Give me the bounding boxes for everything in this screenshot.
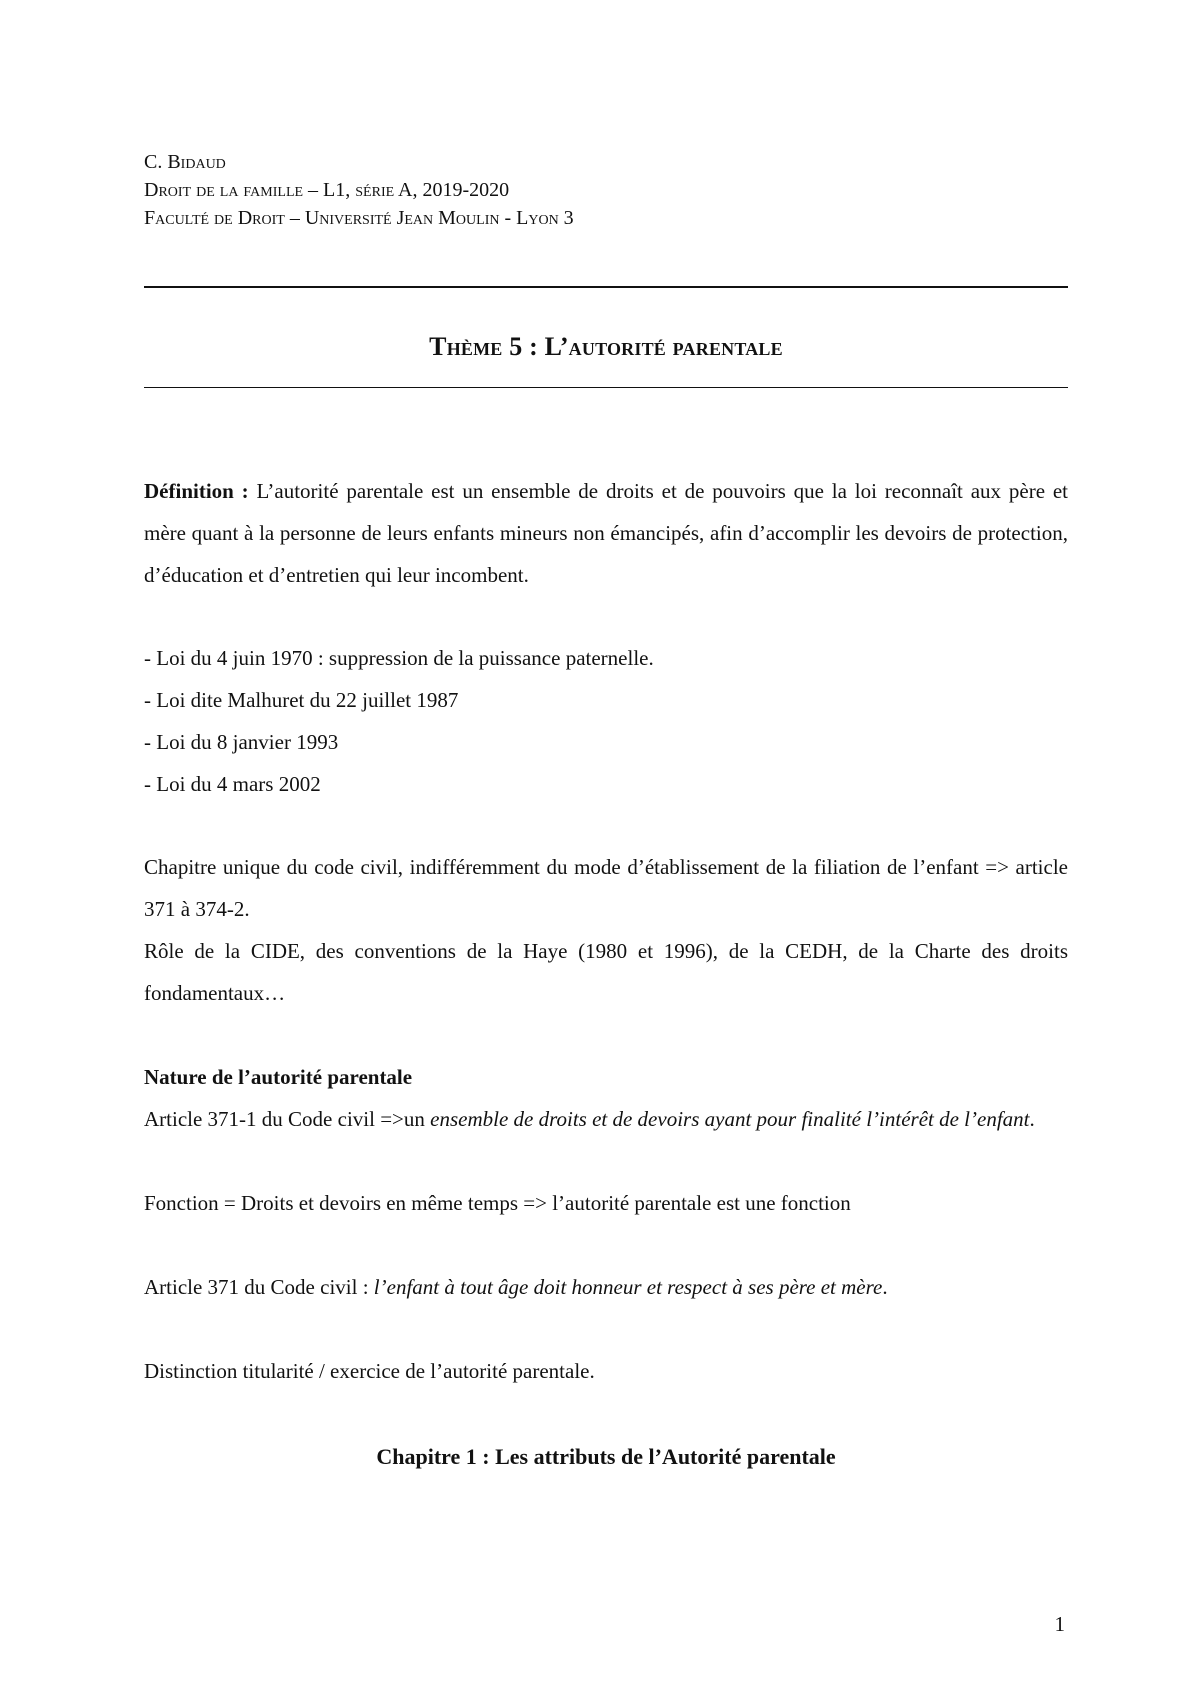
definition-paragraph — [144, 470, 1068, 596]
page-number: 1 — [1054, 1612, 1065, 1636]
article-371-prefix: Article 371 du Code civil : — [144, 1275, 374, 1299]
law-item: - Loi dite Malhuret du 22 juillet 1987 — [144, 688, 459, 712]
distinction-line: Distinction titularité / exercice de l’autorité parentale. — [144, 1359, 595, 1383]
role-paragraph: Rôle de la CIDE, des conventions de la Haye (1980 et 1996), de la CEDH, de la Charte des droits fondamentaux… — [144, 939, 1068, 1005]
nature-article-quote: ensemble de droits et de devoirs ayant pour finalité l’intérêt de l’enfant — [430, 1107, 1030, 1131]
article-371-quote: l’enfant à tout âge doit honneur et respect à ses père et mère — [373, 1275, 883, 1299]
law-item: - Loi du 8 janvier 1993 — [144, 730, 339, 754]
course-line: Droit de la famille – L1, série A, 2019-2020 — [144, 179, 510, 201]
law-item: - Loi du 4 juin 1970 : suppression de la puissance paternelle. — [144, 646, 654, 670]
fonction-line: Fonction = Droits et devoirs en même temps => l’autorité parentale est une fonction — [144, 1191, 851, 1215]
nature-article-prefix: Article 371-1 du Code civil =>un — [144, 1107, 431, 1131]
article-371-suffix: . — [882, 1275, 888, 1299]
definition-text: L’autorité parentale est un ensemble de droits et de pouvoirs que la loi reconnaît aux père et mère quant à la personne de leurs enfants mineurs non émancipés, afin d’accomplir les devoirs de protection, d’éducation et d’entretien qui leur incombent. — [144, 479, 1069, 587]
bottom-divider — [144, 387, 1068, 388]
nature-article-paragraph — [144, 1098, 1068, 1140]
nature-article-suffix: . — [1029, 1107, 1035, 1131]
top-divider — [144, 286, 1068, 288]
author-line: C. Bidaud — [144, 151, 226, 173]
document-header — [144, 148, 574, 232]
definition-label: Définition : — [144, 479, 249, 503]
chapter-heading: Chapitre 1 : Les attributs de l’Autorité parentale — [376, 1444, 836, 1469]
law-item: - Loi du 4 mars 2002 — [144, 772, 321, 796]
chapitre-unique-paragraph: Chapitre unique du code civil, indifféremment du mode d’établissement de la filiation de l’enfant => article 371 à 374-2. — [144, 855, 1068, 921]
laws-list — [144, 637, 654, 805]
article-371-paragraph — [144, 1266, 1068, 1308]
nature-heading: Nature de l’autorité parentale — [144, 1065, 413, 1089]
faculty-line: Faculté de Droit – Université Jean Moulin - Lyon 3 — [144, 207, 574, 229]
theme-title: Thème 5 : L’autorité parentale — [429, 332, 783, 361]
